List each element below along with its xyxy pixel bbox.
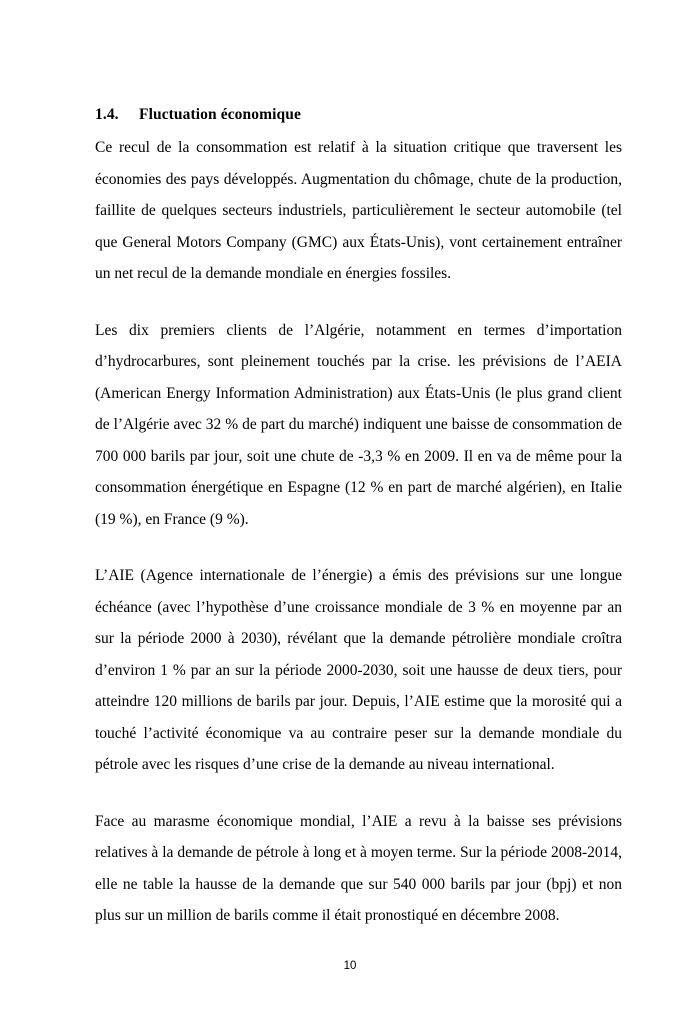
section-title: Fluctuation économique: [139, 106, 301, 123]
paragraph-4: Face au marasme économique mondial, l’AIE a revu à la baisse ses prévisions relatives à la demande de pétrole à long et à moyen terme. Sur la période 2008-2014, elle ne table la hausse de la demande que sur 540 000 barils par jour (bpj) et non plus sur un million de barils comme il était pronostiqué en décembre 2008.: [95, 812, 622, 924]
section-heading: [95, 104, 622, 126]
paragraph-3: L’AIE (Agence internationale de l’énergie) a émis des prévisions sur une longue échéance (avec l’hypothèse d’une croissance mondiale de 3 % en moyenne par an sur la période 2000 à 2030), révélant que la demande pétrolière mondiale croîtra d’environ 1 % par an sur la période 2000-2030, soit une hausse de deux tiers, pour atteindre 120 millions de barils par jour. Depuis, l’AIE estime que la morosité qui a touché l’activité économique va au contraire peser sur la demande mondiale du pétrole avec les risques d’une crise de la demande au niveau international.: [95, 567, 622, 773]
page-content: [95, 104, 622, 932]
section-number: 1.4.: [95, 106, 119, 123]
paragraph-2: Les dix premiers clients de l’Algérie, notamment en termes d’importation d’hydrocarbures, sont pleinement touchés par la crise. les prévisions de l’AEIA (American Energy Information Administration) aux États-Unis (le plus grand client de l’Algérie avec 32 % de part du marché) indiquent une baisse de consommation de 700 000 barils par jour, soit une chute de -3,3 % en 2009. Il en va de même pour la consommation énergétique en Espagne (12 % en part de marché algérien), en Italie (19 %), en France (9 %).: [95, 321, 622, 528]
page-number: 10: [343, 960, 357, 972]
paragraph-1: Ce recul de la consommation est relatif à la situation critique que traversent les économies des pays développés. Augmentation du chômage, chute de la production, faillite de quelques secteurs industriels, particulièrement le secteur automobile (tel que General Motors Company (GMC) aux États-Unis), vont certainement entraîner un net recul de la demande mondiale en énergies fossiles.: [95, 139, 622, 282]
